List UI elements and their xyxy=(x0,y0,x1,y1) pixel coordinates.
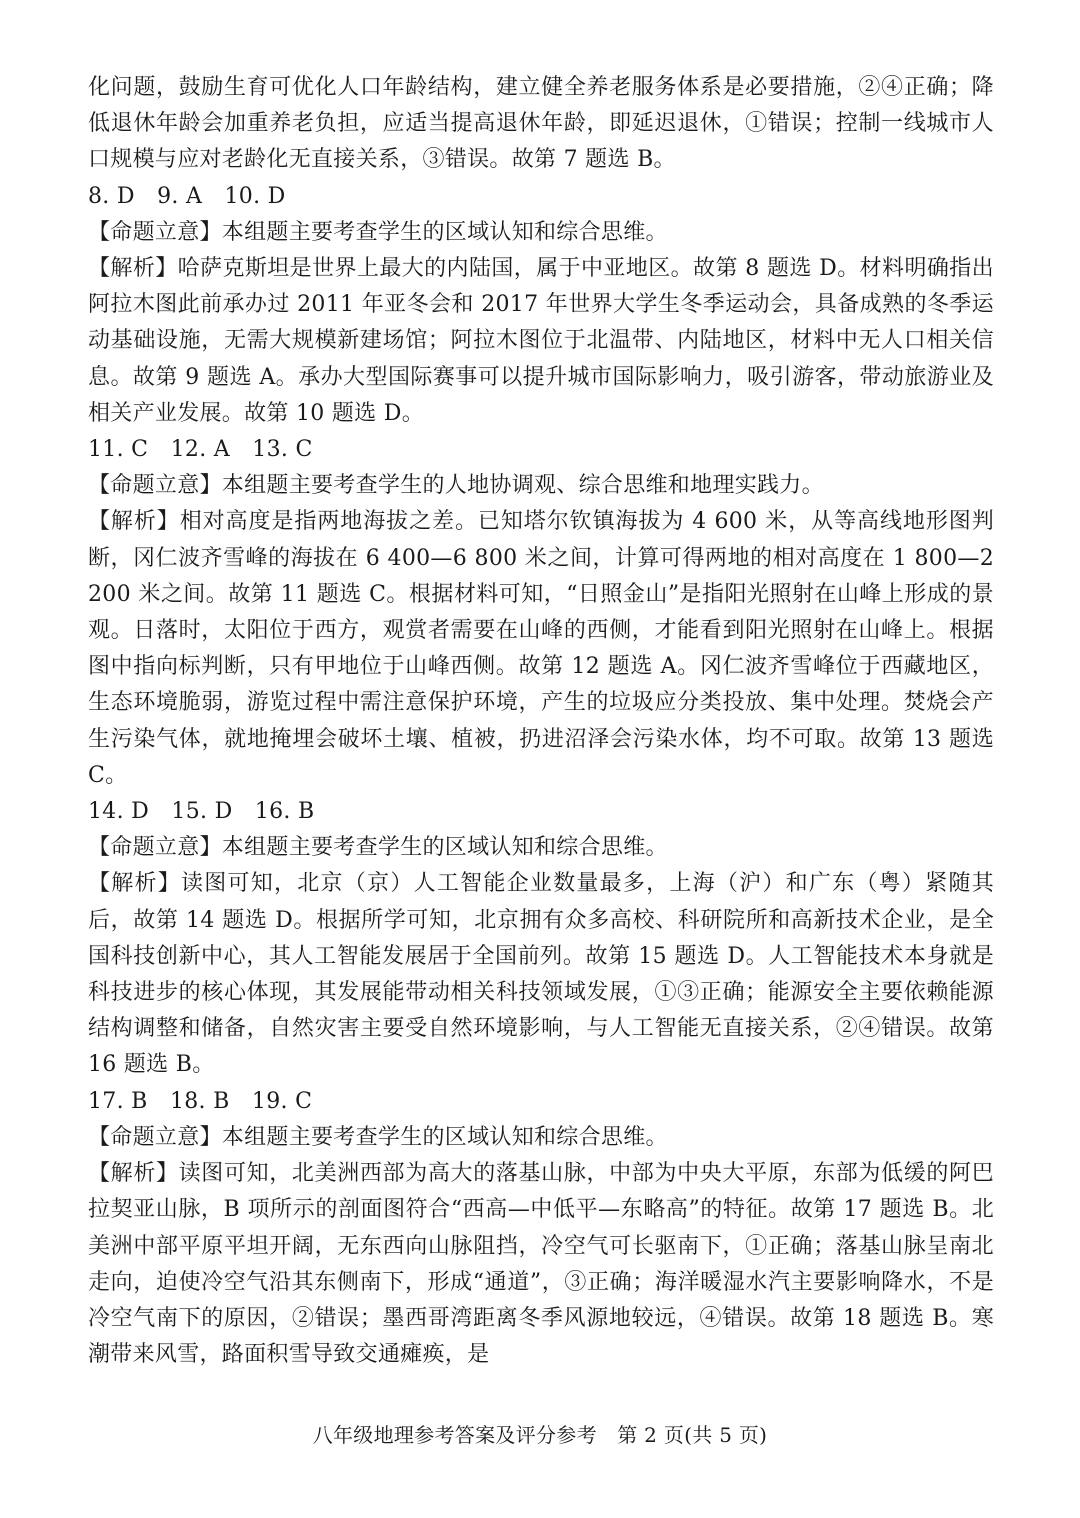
answers-8-10: 8. D 9. A 10. D xyxy=(88,183,286,209)
analysis-14-16: 【解析】读图可知，北京（京）人工智能企业数量最多，上海（沪）和广东（粤）紧随其后，故第 14 题选 D。根据所学可知，北京拥有众多高校、科研院所和高新技术企业，是全国科技创新中心，其人工智能发展居于全国前列。故第 15 题选 D。人工智能技术本身就是科技进步的核心体现，其发展能带动相关科技领域发展，①③正确；能源安全主要依赖能源结构调整和储备，自然灾害主要受自然环境影响，与人工智能无直接关系，②④错误。故第 16 题选 B。 xyxy=(88,871,994,1078)
paragraph-q7-continuation: 化问题，鼓励生育可优化人口年龄结构，建立健全养老服务体系是必要措施，②④正确；降低退休年龄会加重养老负担，应适当提高退休年龄，即延迟退休，①错误；控制一线城市人口规模与应对老龄化无直接关系，③错误。故第 7 题选 B。 xyxy=(88,75,994,173)
intent-17-19: 【命题立意】本组题主要考查学生的区域认知和综合思维。 xyxy=(88,1124,668,1150)
page-footer: 八年级地理参考答案及评分参考 第 2 页(共 5 页) xyxy=(312,1423,768,1447)
analysis-17-19: 【解析】读图可知，北美洲西部为高大的落基山脉，中部为中央大平原，东部为低缓的阿巴拉契亚山脉，B 项所示的剖面图符合“西高—中低平—东略高”的特征。故第 17 题选 B。北美洲中部平原平坦开阔，无东西向山脉阻挡，冷空气可长驱南下，①正确；落基山脉呈南北走向，迫使冷空气沿其东侧南下，形成“通道”，③正确；海洋暖湿水汽主要影响降水，不是冷空气南下的原因，②错误；墨西哥湾距离冬季风源地较远，④错误。故第 18 题选 B。寒潮带来风雪，路面积雪导致交通瘫痪，是 xyxy=(88,1161,995,1368)
intent-8-10: 【命题立意】本组题主要考查学生的区域认知和综合思维。 xyxy=(88,219,668,245)
answers-11-13: 11. C 12. A 13. C xyxy=(88,437,313,463)
answer-content xyxy=(88,70,994,1373)
intent-14-16: 【命题立意】本组题主要考查学生的区域认知和综合思维。 xyxy=(88,835,668,861)
analysis-8-10: 【解析】哈萨克斯坦是世界上最大的内陆国，属于中亚地区。故第 8 题选 D。材料明确指出阿拉木图此前承办过 2011 年亚冬会和 2017 年世界大学生冬季运动会，具备成熟的冬季运动基础设施，无需大规模新建场馆；阿拉木图位于北温带、内陆地区，材料中无人口相关信息。故第 9 题选 A。承办大型国际赛事可以提升城市国际影响力，吸引游客，带动旅游业及相关产业发展。故第 10 题选 D。 xyxy=(88,256,994,426)
answers-17-19: 17. B 18. B 19. C xyxy=(88,1088,313,1114)
analysis-11-13: 【解析】相对高度是指两地海拔之差。已知塔尔钦镇海拔为 4 600 米，从等高线地形图判断，冈仁波齐雪峰的海拔在 6 400—6 800 米之间，计算可得两地的相对高度在 1 800—2 200 米之间。故第 11 题选 C。根据材料可知，“日照金山”是指阳光照射在山峰上形成的景观。日落时，太阳位于西方，观赏者需要在山峰的西侧，才能看到阳光照射在山峰上。根据图中指向标判断，只有甲地位于山峰西侧。故第 12 题选 A。冈仁波齐雪峰位于西藏地区，生态环境脆弱，游览过程中需注意保护环境，产生的垃圾应分类投放、集中处理。焚烧会产生污染气体，就地掩埋会破坏土壤、植被，扔进沼泽会污染水体，均不可取。故第 13 题选 C。 xyxy=(88,509,994,788)
intent-11-13: 【命题立意】本组题主要考查学生的人地协调观、综合思维和地理实践力。 xyxy=(88,473,824,499)
answers-14-16: 14. D 15. D 16. B xyxy=(88,799,315,825)
